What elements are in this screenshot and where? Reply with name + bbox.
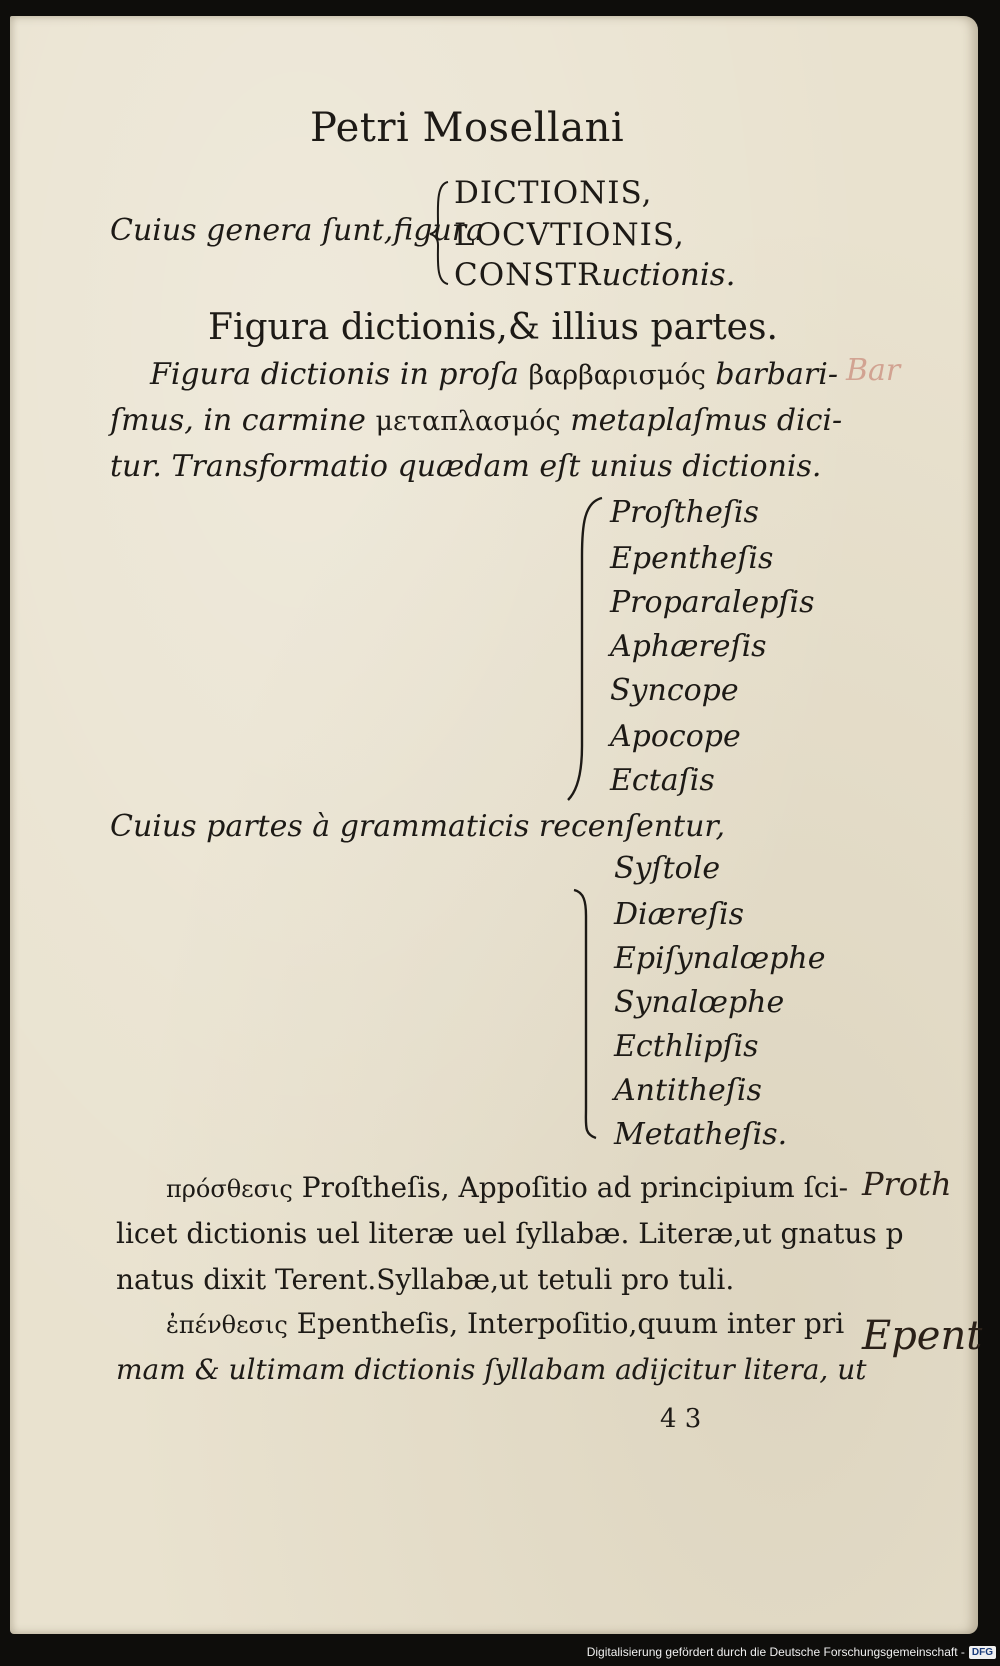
list2-item-2: Diæreſis (614, 897, 745, 932)
list2-item-3: Epiſynalœphe (614, 941, 826, 976)
para2-line1 (166, 1171, 849, 1204)
signature-mark: 4 3 (660, 1404, 702, 1434)
footer-text: Digitalisierung gefördert durch die Deutsche Forschungsgemeinschaft - (586, 1645, 965, 1659)
dfg-logo: DFG (969, 1646, 996, 1659)
list1-item-5: Syncope (610, 673, 739, 708)
para3-line1 (166, 1307, 845, 1340)
subheading: Figura dictionis,& illius partes. (208, 307, 778, 348)
partes-line: Cuius partes à grammaticis recenſentur, (110, 809, 726, 844)
para1-line2-greek: μεταπλασμός (375, 406, 561, 437)
para2-line1-text: Proſtheſis, Appoſitio ad principium ſci- (301, 1171, 849, 1204)
para1-line1-greek: βαρβαρισμός (528, 360, 706, 391)
list2-brace (570, 888, 600, 1140)
margin-note-prosthesis: Proth (862, 1165, 952, 1203)
list2-item-5: Ecthlipſis (614, 1029, 759, 1064)
digitization-footer (560, 1642, 996, 1662)
para1-line1 (150, 357, 838, 392)
genera-lead: Cuius genera ſunt,figura (110, 213, 485, 248)
para1-line2-a: ſmus, in carmine (110, 403, 366, 438)
para2-greek: πρόσθεσις (166, 1175, 293, 1203)
margin-note-barbarismus: Bar (846, 353, 901, 388)
list1-brace (566, 496, 606, 802)
list1-item-7: Ectaſis (610, 763, 715, 798)
para1-line2 (110, 403, 843, 438)
genera-brace (428, 178, 452, 288)
genera-item-3-italic: uctionis. (601, 257, 736, 293)
genera-item-3 (454, 257, 736, 293)
running-header: Petri Mosellani (310, 105, 625, 151)
para3-line1-text: Epentheſis, Interpoſitio,quum inter pri (296, 1307, 845, 1340)
list1-item-2: Epentheſis (610, 541, 774, 576)
list1-item-3: Proparalepſis (610, 585, 815, 620)
para1-line1-a: Figura dictionis in proſa (150, 357, 519, 392)
list2-item-6: Antitheſis (614, 1073, 762, 1108)
margin-note-epenthesis: Epent (862, 1313, 983, 1359)
genera-item-2: LOCVTIONIS, (454, 217, 685, 253)
genera-item-3-caps: CONSTR (454, 257, 602, 293)
para3-line2: mam & ultimam dictionis ſyllabam adijcitur litera, ut (116, 1353, 867, 1386)
book-page (10, 16, 983, 1634)
para2-line3: natus dixit Terent.Syllabæ,ut tetuli pro tuli. (116, 1263, 735, 1296)
list1-item-4: Aphæreſis (610, 629, 767, 664)
genera-item-1: DICTIONIS, (454, 175, 653, 211)
para2-line2: licet dictionis uel literæ uel ſyllabæ. Literæ,ut gnatus p (116, 1217, 904, 1250)
list1-item-1: Proſtheſis (610, 495, 759, 530)
list2-item-1: Syſtole (614, 851, 721, 886)
list2-item-7: Metatheſis. (614, 1117, 788, 1152)
list2-item-4: Synalœphe (614, 985, 785, 1020)
para1-line1-b: barbari- (715, 357, 838, 392)
para1-line3: tur. Transformatio quædam eſt unius dictionis. (110, 449, 822, 484)
list1-item-6: Apocope (610, 719, 741, 754)
para3-greek: ἐπένθεσις (166, 1311, 288, 1339)
para1-line2-b: metaplaſmus dici- (570, 403, 843, 438)
